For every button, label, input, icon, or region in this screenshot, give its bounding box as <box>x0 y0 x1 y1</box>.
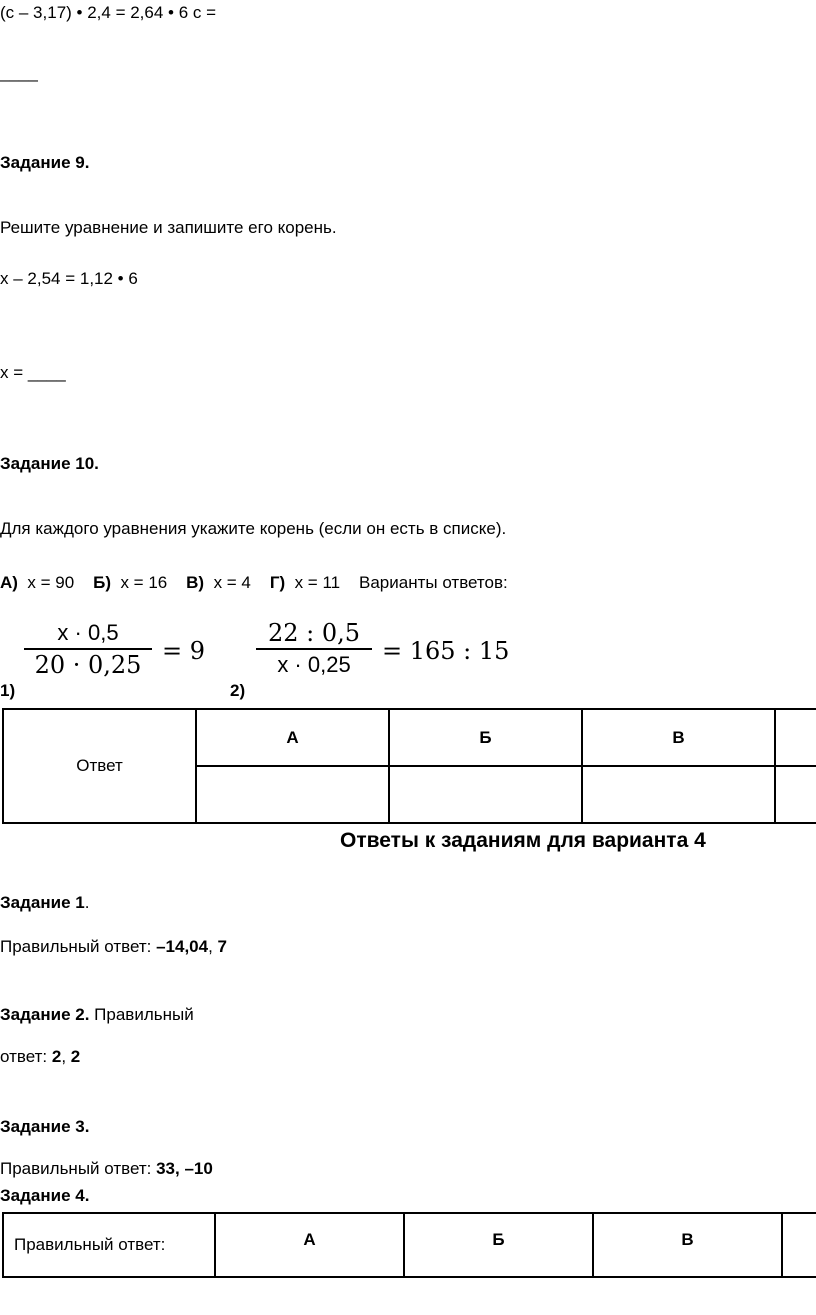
equation-1-rhs: = 9 <box>162 637 206 665</box>
answer-blank: ____ <box>0 63 38 82</box>
answer-4-header-a: А <box>215 1213 404 1277</box>
answer-1-value-1: –14,04 <box>156 937 209 956</box>
equation-1-numerator: х · 0,5 <box>24 620 152 650</box>
answer-header-v: В <box>582 709 775 766</box>
answer-header-g <box>775 709 816 766</box>
equation-1-label: 1) <box>0 681 16 700</box>
equation-2-fraction <box>256 620 372 678</box>
answer-3-prefix: Правильный ответ: <box>0 1159 157 1178</box>
answers-heading: Ответы к заданиям для варианта 4 <box>340 829 706 852</box>
option-letter: В) <box>186 573 205 592</box>
option-value: х = 4 <box>213 573 251 592</box>
task-10-title: Задание 10. <box>0 454 99 473</box>
answer-4-table <box>2 1212 816 1278</box>
task-9-text: Решите уравнение и запишите его корень. <box>0 218 337 237</box>
task-10-options <box>0 572 508 594</box>
answer-cell-a[interactable] <box>196 766 389 823</box>
variants-label: Варианты ответов: <box>359 573 508 592</box>
answer-1-prefix: Правильный ответ: <box>0 937 157 956</box>
equation-2-denominator: х · 0,25 <box>277 652 351 677</box>
answer-1-value-2: 7 <box>217 937 228 956</box>
answer-cell-b[interactable] <box>389 766 582 823</box>
answer-2-separator: , <box>61 1047 71 1066</box>
option-letter: Б) <box>93 573 111 592</box>
answer-cell-v[interactable] <box>582 766 775 823</box>
answer-4-title: Задание 4. <box>0 1186 90 1205</box>
answer-4-header-v: В <box>593 1213 782 1277</box>
answer-3-title: Задание 3. <box>0 1117 90 1136</box>
answer-4-header-b: Б <box>404 1213 593 1277</box>
answer-2-value-2: 2 <box>70 1047 81 1066</box>
equation-2-numerator: 22 : 0,5 <box>256 620 372 650</box>
answer-1-separator: , <box>208 937 218 956</box>
answer-header-b: Б <box>389 709 582 766</box>
answer-cell-g[interactable] <box>775 766 816 823</box>
task-9-equation: х – 2,54 = 1,12 • 6 <box>0 269 138 288</box>
answer-3-value: 33, –10 <box>156 1159 213 1178</box>
answer-2-line-2 <box>0 1046 80 1068</box>
answer-2-value-1: 2 <box>51 1047 62 1066</box>
answer-1-title-dot: . <box>84 893 90 912</box>
answer-header-a: А <box>196 709 389 766</box>
equation-2-label: 2) <box>230 681 246 700</box>
answer-2-prefix: ответ: <box>0 1047 52 1066</box>
answer-2-line-1 <box>0 1004 194 1026</box>
expression-line: (с – 3,17) • 2,4 = 2,64 • 6 с = <box>0 3 217 22</box>
option-letter: А) <box>0 573 18 592</box>
option-letter: Г) <box>269 573 286 592</box>
answer-1-line <box>0 936 227 958</box>
task-9-answer: х = ____ <box>0 363 66 382</box>
answer-1-title-text: Задание 1 <box>0 893 85 912</box>
option-value: х = 90 <box>27 573 75 592</box>
equation-2-rhs: = 165 : 15 <box>382 637 510 665</box>
answer-4-header-g <box>782 1213 816 1277</box>
option-value: х = 11 <box>294 573 341 592</box>
task-10-text: Для каждого уравнения укажите корень (если он есть в списке). <box>0 519 507 538</box>
answer-2-text: Правильный <box>89 1005 194 1024</box>
answer-row-label: Ответ <box>3 709 196 823</box>
equation-1-denominator: 20 · 0,25 <box>34 651 142 679</box>
equation-1-fraction <box>24 620 152 678</box>
answer-2-title: Задание 2. <box>0 1005 90 1024</box>
task-9-title: Задание 9. <box>0 153 90 172</box>
answer-1-title <box>0 892 89 914</box>
answer-3-line <box>0 1158 213 1180</box>
answer-4-row-label: Правильный ответ: <box>3 1213 215 1277</box>
option-value: х = 16 <box>120 573 168 592</box>
answer-table <box>2 708 816 824</box>
